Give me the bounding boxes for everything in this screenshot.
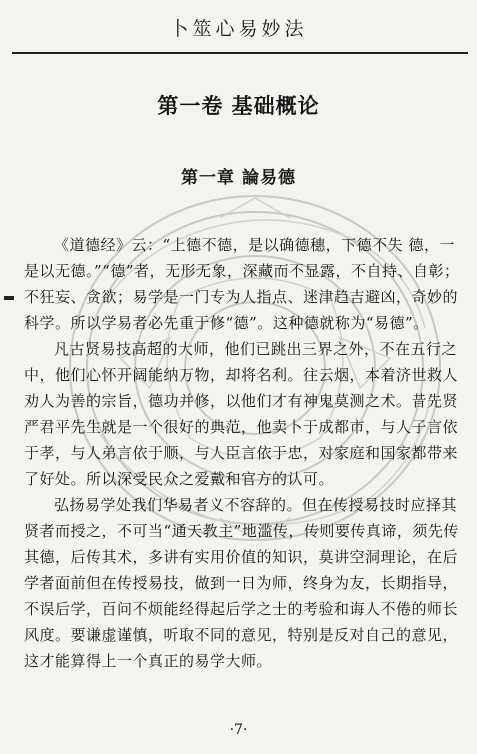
body-text (24, 232, 460, 674)
running-header: 卜筮心易妙法 (169, 18, 308, 40)
chapter-title: 第一章 論易德 (181, 168, 296, 188)
paragraph: 弘扬易学处我们华易者义不容辞的。但在传授易技时应择其贤者而授之，不可当“通天教主”地滥传，传则要传真谛，须先传其德，后传其术，多讲有实用价值的知识，莫讲空洞理论，在后学者面前但在传授易技，做到一日为师，终身为友，长期指导，不误后学，百问不烦能经得起后学之士的考验和诲人不倦的师长风度。要谦虚谨慎，听取不同的意见，特别是反对自己的意见，这才能算得上一个真正的易学大师。 (24, 496, 459, 670)
volume-title: 第一卷 基础概论 (157, 93, 320, 118)
margin-mark (4, 296, 14, 300)
paragraph: 《道德经》云：“上德不德，是以确德穗，下德不失 德，一是以无德。”“德”者，无形无象，深藏而不显露，不自持、自彰；不狂妄、贪欲；易学是一门专为人指点、迷津趋吉避凶，奇妙的科学。所以学易者必先重于修“德”。这种德就称为“易德”。 (24, 236, 460, 332)
header-rule (12, 52, 468, 54)
paragraph: 凡古贤易技高超的大师，他们已跳出三界之外，不在五行之中，他们心怀开阔能纳万物，却将名利。往云烟，本着济世救人劝人为善的宗旨，德功并修，以他们才有神鬼莫测之术。昔先贤严君平先生就是一个很好的典范，他卖卜于成都市，与人子言依于孝，与人弟言依于顺，与人臣言依于忠，对家庭和国家都带来了好处。所以深受民众之爱戴和官方的认可。 (24, 340, 459, 488)
page-number: ·7· (229, 722, 248, 738)
